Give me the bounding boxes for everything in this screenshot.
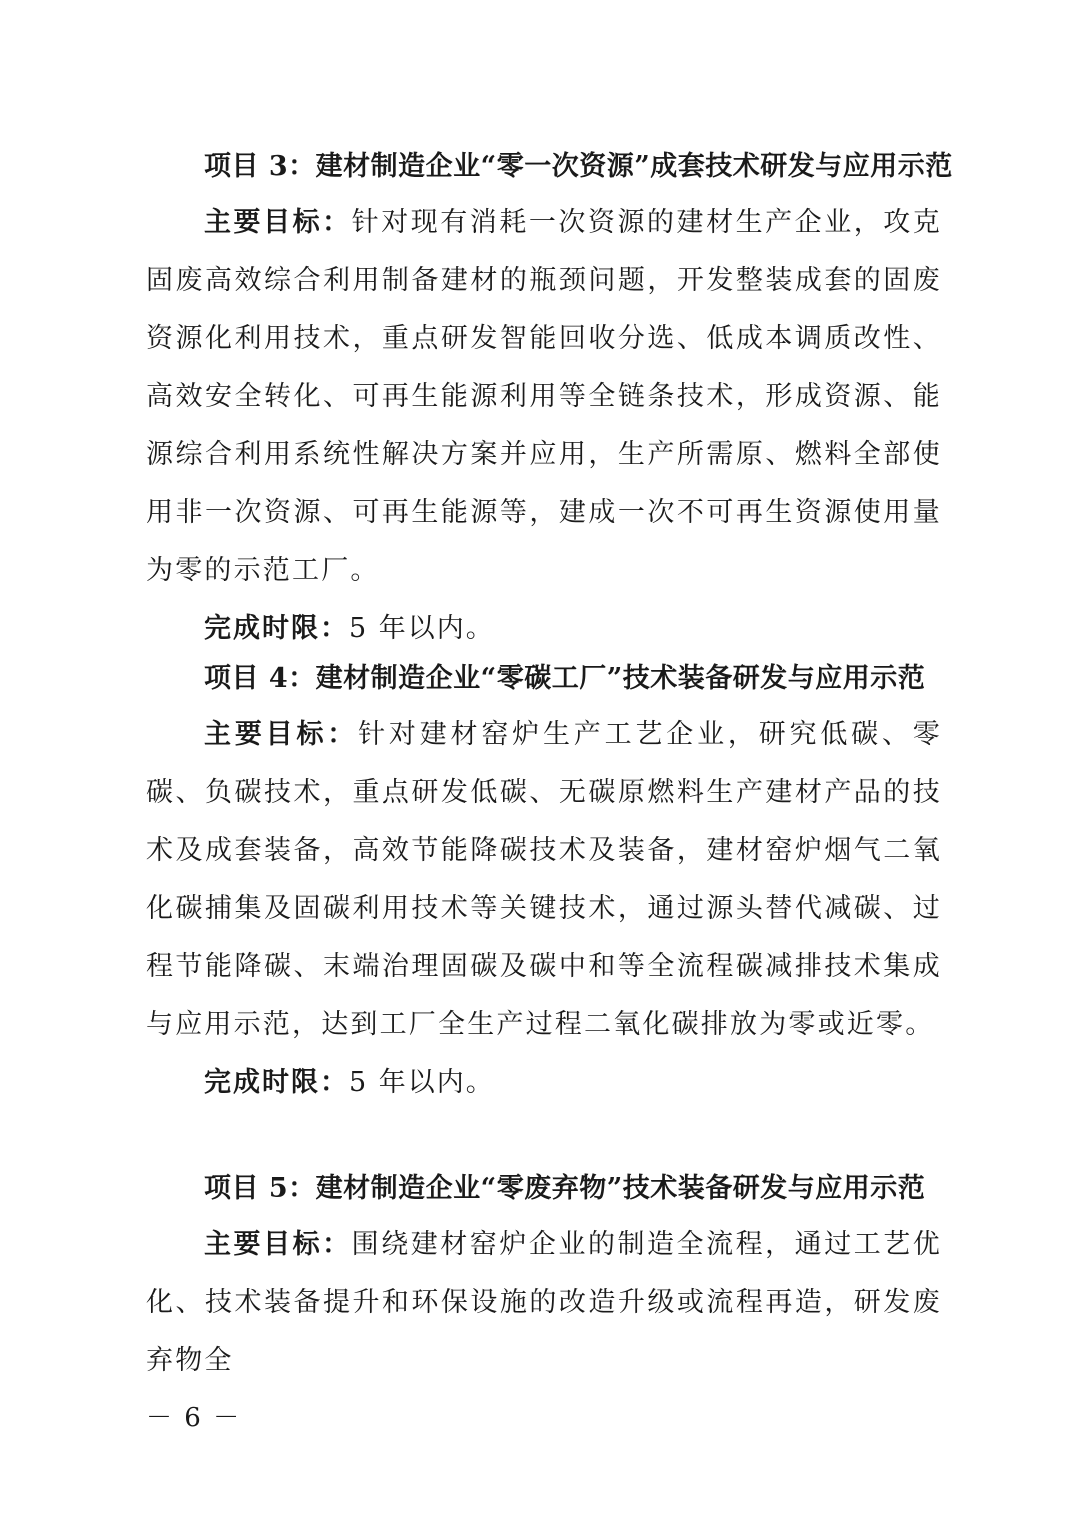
project-5-goal-label: 主要目标： [204,1229,352,1260]
project-3-section [146,140,953,658]
project-4-heading: 项目 4：建材制造企业“零碳工厂”技术装备研发与应用示范 [204,663,926,694]
project-3-deadline-text: 5 年以内。 [349,613,495,644]
project-4-goal-text: 针对建材窑炉生产工艺企业，研究低碳、零碳、负碳技术，重点研发低碳、无碳原燃料生产建材产品的技术及成套装备，高效节能降碳技术及装备，建材窑炉烟气二氧化碳捕集及固碳利用技术等关键技术，通过源头替代减碳、过程节能降碳、末端治理固碳及碳中和等全流程碳减排技术集成与应用示范，达到工厂全生产过程二氧化碳排放为零或近零。 [146,719,942,1040]
project-4-deadline-text: 5 年以内。 [349,1067,495,1098]
project-3-heading: 项目 3：建材制造企业“零一次资源”成套技术研发与应用示范 [204,151,953,182]
project-3-goal [146,194,942,600]
project-5-section [146,1162,942,1390]
project-4-goal-label: 主要目标： [204,719,359,750]
project-3-deadline [146,600,942,658]
project-5-heading: 项目 5：建材制造企业“零废弃物”技术装备研发与应用示范 [204,1173,926,1204]
project-5-goal-text: 围绕建材窑炉企业的制造全流程，通过工艺优化、技术装备提升和环保设施的改造升级或流程再造，研发废弃物全 [146,1229,943,1376]
project-4-deadline-label: 完成时限： [204,1067,349,1098]
project-4-section [146,652,942,1112]
page-number: － 6 － [146,1403,242,1433]
project-4-goal [146,706,942,1054]
project-3-goal-label: 主要目标： [204,207,352,238]
project-3-goal-text: 针对现有消耗一次资源的建材生产企业，攻克固废高效综合利用制备建材的瓶颈问题，开发整装成套的固废资源化利用技术，重点研发智能回收分选、低成本调质改性、高效安全转化、可再生能源利用等全链条技术，形成资源、能源综合利用系统性解决方案并应用，生产所需原、燃料全部使用非一次资源、可再生能源等，建成一次不可再生资源使用量为零的示范工厂。 [146,207,943,586]
project-4-deadline [146,1054,942,1112]
project-5-goal [146,1216,942,1390]
project-3-deadline-label: 完成时限： [204,613,349,644]
